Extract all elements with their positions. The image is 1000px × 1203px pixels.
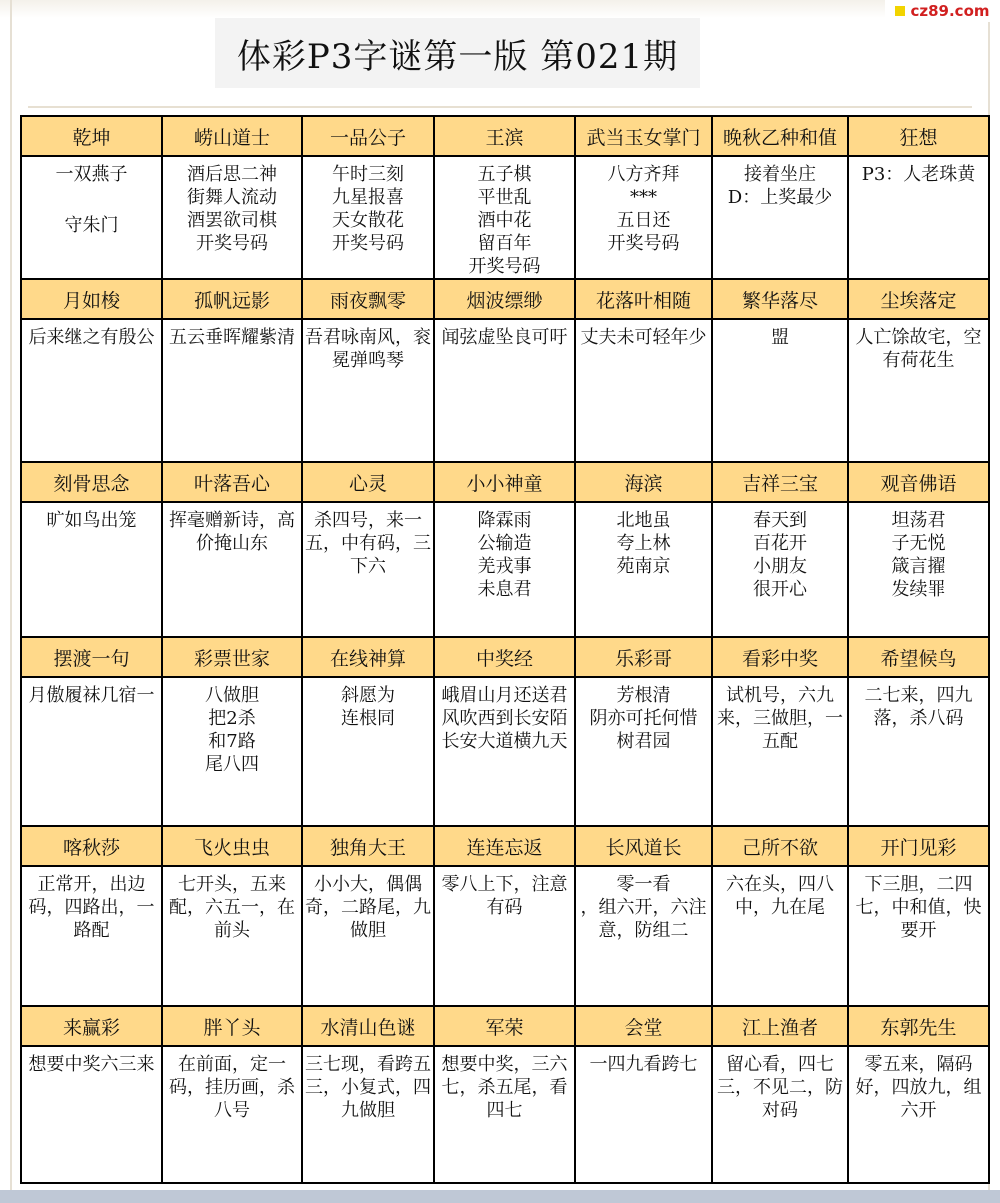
riddle-line: 九星报喜: [332, 187, 404, 208]
riddle-cell: [302, 677, 434, 826]
riddle-cell: [434, 156, 575, 279]
riddle-author-header: 飞火虫虫: [162, 826, 302, 866]
riddle-line: 北地虽: [616, 510, 671, 531]
riddle-author-header: 在线神算: [302, 637, 434, 677]
riddle-cell: [434, 677, 575, 826]
riddle-author-header: 崂山道士: [162, 116, 302, 156]
riddle-author-header: 水清山色谜: [302, 1006, 434, 1046]
riddle-line: 后来继之有殷公: [28, 327, 155, 348]
title-banner: [215, 18, 700, 88]
riddle-cell: [712, 677, 848, 826]
riddle-line: 六在头，四八中，九在尾: [726, 874, 834, 918]
riddle-line: 酒罢欲司棋: [187, 210, 277, 231]
header-row: [21, 116, 989, 156]
riddle-line: 尾八四: [205, 754, 259, 775]
site-watermark[interactable]: [885, 0, 1000, 22]
riddle-line: 五子棋: [477, 164, 532, 185]
riddle-cell: [302, 502, 434, 637]
riddle-line: 把2杀: [208, 708, 256, 729]
riddle-cell: [162, 866, 302, 1006]
riddle-author-header: 海滨: [575, 462, 712, 502]
riddle-line: 零一看: [616, 874, 671, 895]
riddle-line: 想要中奖六三来: [28, 1054, 155, 1075]
riddle-cell: [575, 156, 712, 279]
riddle-line: 树君园: [616, 731, 671, 752]
riddle-cell: [575, 319, 712, 462]
riddle-line: 夸上林: [616, 533, 671, 554]
riddle-line: 天女散花: [332, 210, 404, 231]
riddle-line: 小朋友: [753, 556, 807, 577]
riddle-author-header: 己所不欲: [712, 826, 848, 866]
riddle-line: 五日还: [616, 210, 671, 231]
riddle-line: 守朱门: [64, 215, 119, 236]
riddle-author-header: 喀秋莎: [21, 826, 162, 866]
riddle-line: 峨眉山月还送君: [441, 685, 568, 706]
riddle-line: 人亡馀故宅，空有荷花生: [855, 327, 982, 371]
riddle-cell: [712, 502, 848, 637]
riddle-cell: [21, 677, 162, 826]
riddle-author-header: 王滨: [434, 116, 575, 156]
riddle-author-header: 东郭先生: [848, 1006, 989, 1046]
header-row: [21, 1006, 989, 1046]
riddle-cell: [434, 502, 575, 637]
riddle-line: 接着坐庄: [744, 164, 816, 185]
content-row: [21, 156, 989, 279]
riddle-line: 降霖雨: [477, 510, 532, 531]
riddle-line: 风吹西到长安陌: [441, 708, 568, 729]
riddle-line: 很开心: [753, 579, 807, 600]
riddle-line: 八做胆: [205, 685, 259, 706]
riddle-table: [20, 115, 990, 1184]
riddle-line: 在前面，定一码，挂历画，杀八号: [169, 1054, 295, 1121]
riddle-line: 试机号，六九来，三做胆，一五配: [717, 685, 843, 752]
riddle-cell: [848, 156, 989, 279]
riddle-cell: [712, 866, 848, 1006]
riddle-line: 零五来，隔码好，四放九，组六开: [855, 1054, 982, 1121]
riddle-line: 小小大，偶偶奇，二路尾，九做胆: [305, 874, 431, 941]
riddle-author-header: 雨夜飘零: [302, 279, 434, 319]
riddle-line: P3：人老珠黄: [861, 164, 976, 185]
riddle-author-header: 心灵: [302, 462, 434, 502]
riddle-line: 五云垂晖耀紫清: [169, 327, 295, 348]
title-divider: [28, 106, 972, 108]
riddle-author-header: 开门见彩: [848, 826, 989, 866]
riddle-author-header: 小小神童: [434, 462, 575, 502]
riddle-author-header: 晚秋乙种和值: [712, 116, 848, 156]
riddle-cell: [21, 319, 162, 462]
riddle-author-header: 孤帆远影: [162, 279, 302, 319]
riddle-line: 零八上下，注意有码: [441, 874, 568, 918]
riddle-line: 丈夫未可轻年少: [580, 327, 707, 348]
riddle-cell: [575, 1046, 712, 1183]
riddle-cell: [848, 866, 989, 1006]
riddle-cell: [302, 866, 434, 1006]
header-row: [21, 826, 989, 866]
riddle-table-body: [21, 116, 989, 1183]
content-row: [21, 1046, 989, 1183]
riddle-author-header: 彩票世家: [162, 637, 302, 677]
riddle-line: 开奖号码: [332, 233, 404, 254]
riddle-author-header: 独角大王: [302, 826, 434, 866]
riddle-line: 和7路: [208, 731, 256, 752]
riddle-cell: [162, 319, 302, 462]
riddle-line: 八方齐拜: [607, 164, 680, 185]
riddle-author-header: 摆渡一句: [21, 637, 162, 677]
page-top-band: [0, 0, 1000, 18]
riddle-author-header: 乾坤: [21, 116, 162, 156]
header-row: [21, 462, 989, 502]
riddle-line: 吾君咏南风，衮冕弹鸣琴: [305, 327, 431, 371]
riddle-line: 芳根清: [616, 685, 671, 706]
riddle-author-header: 乐彩哥: [575, 637, 712, 677]
riddle-author-header: 吉祥三宝: [712, 462, 848, 502]
riddle-author-header: 繁华落尽: [712, 279, 848, 319]
riddle-line: 一双燕子: [55, 164, 128, 185]
riddle-author-header: 长风道长: [575, 826, 712, 866]
riddle-cell: [575, 677, 712, 826]
riddle-author-header: 花落叶相随: [575, 279, 712, 319]
riddle-line: 正常开，出边码，四路出，一路配: [28, 874, 155, 941]
page-bottom-band: [0, 1190, 1000, 1203]
riddle-line: 想要中奖，三六七，杀五尾，看四七: [441, 1054, 568, 1121]
riddle-line: 开奖号码: [468, 256, 541, 277]
riddle-line: 三七现，看跨五三，小复式，四九做胆: [305, 1054, 431, 1121]
riddle-cell: [162, 677, 302, 826]
riddle-author-header: 希望候鸟: [848, 637, 989, 677]
riddle-line: 阴亦可托何惜: [589, 708, 698, 729]
riddle-line: 开奖号码: [196, 233, 268, 254]
riddle-line: 盟: [771, 327, 789, 348]
riddle-line: 留心看，四七三，不见二，防对码: [717, 1054, 843, 1121]
riddle-author-header: 江上渔者: [712, 1006, 848, 1046]
riddle-author-header: 一品公子: [302, 116, 434, 156]
riddle-cell: [162, 1046, 302, 1183]
riddle-cell: [21, 502, 162, 637]
riddle-line: 留百年: [477, 233, 532, 254]
riddle-cell: [712, 319, 848, 462]
riddle-line: 平世乱: [477, 187, 532, 208]
riddle-cell: [302, 319, 434, 462]
riddle-cell: [848, 1046, 989, 1183]
content-row: [21, 319, 989, 462]
riddle-line: 七开头，五来配，六五一，在前头: [169, 874, 295, 941]
riddle-author-header: 连连忘返: [434, 826, 575, 866]
riddle-cell: [302, 1046, 434, 1183]
page-title: 体彩P3字谜第一版 第021期: [236, 36, 679, 77]
riddle-author-header: 胖丫头: [162, 1006, 302, 1046]
riddle-line: 酒后思二神: [187, 164, 277, 185]
riddle-author-header: 观音佛语: [848, 462, 989, 502]
riddle-author-header: 会堂: [575, 1006, 712, 1046]
riddle-line: 酒中花: [477, 210, 532, 231]
riddle-author-header: 看彩中奖: [712, 637, 848, 677]
riddle-line: 箴言擢: [891, 556, 946, 577]
riddle-line: 子无悦: [891, 533, 946, 554]
content-row: [21, 866, 989, 1006]
riddle-author-header: 来赢彩: [21, 1006, 162, 1046]
riddle-line: 百花开: [753, 533, 807, 554]
riddle-cell: [21, 866, 162, 1006]
riddle-line: 杀四号，来一五，中有码，三下六: [305, 510, 431, 577]
riddle-line: 二七来，四九落，杀八码: [864, 685, 973, 729]
riddle-line: 连根同: [341, 708, 395, 729]
riddle-cell: [712, 1046, 848, 1183]
riddle-line: 苑南京: [616, 556, 671, 577]
riddle-cell: [434, 1046, 575, 1183]
riddle-author-header: 军荣: [434, 1006, 575, 1046]
riddle-line: 长安大道横九天: [441, 731, 568, 752]
riddle-cell: [434, 319, 575, 462]
riddle-cell: [302, 156, 434, 279]
riddle-line: 斜愿为: [341, 685, 395, 706]
riddle-line: 闻弦虚坠良可吁: [441, 327, 568, 348]
riddle-author-header: 尘埃落定: [848, 279, 989, 319]
riddle-line: D：上奖最少: [727, 187, 833, 208]
content-row: [21, 502, 989, 637]
riddle-line: ***: [630, 187, 657, 208]
riddle-line: 未息君: [477, 579, 532, 600]
riddle-line: 下三胆，二四七，中和值，快要开: [855, 874, 982, 941]
riddle-author-header: 烟波缥缈: [434, 279, 575, 319]
riddle-cell: [848, 319, 989, 462]
riddle-line: 一四九看跨七: [589, 1054, 698, 1075]
riddle-line: 坦荡君: [891, 510, 946, 531]
riddle-cell: [575, 866, 712, 1006]
riddle-cell: [21, 1046, 162, 1183]
riddle-cell: [848, 677, 989, 826]
riddle-author-header: 狂想: [848, 116, 989, 156]
riddle-line: 公输造: [477, 533, 532, 554]
riddle-cell: [162, 156, 302, 279]
riddle-line: 挥毫赠新诗，高价掩山东: [169, 510, 295, 554]
riddle-line: ，组六开，六注意，防组二: [580, 897, 707, 941]
content-row: [21, 677, 989, 826]
riddle-line: 街舞人流动: [187, 187, 277, 208]
riddle-line: 开奖号码: [607, 233, 680, 254]
riddle-cell: [21, 156, 162, 279]
riddle-line: 旷如鸟出笼: [46, 510, 137, 531]
riddle-line: 春天到: [753, 510, 807, 531]
site-watermark-text: cz89.com: [910, 2, 990, 20]
riddle-cell: [575, 502, 712, 637]
page-left-border: [10, 0, 12, 1203]
header-row: [21, 637, 989, 677]
riddle-author-header: 月如梭: [21, 279, 162, 319]
riddle-cell: [848, 502, 989, 637]
riddle-line: 午时三刻: [332, 164, 404, 185]
header-row: [21, 279, 989, 319]
riddle-cell: [434, 866, 575, 1006]
riddle-author-header: 刻骨思念: [21, 462, 162, 502]
riddle-line: 羌戎事: [477, 556, 532, 577]
riddle-cell: [162, 502, 302, 637]
riddle-author-header: 武当玉女掌门: [575, 116, 712, 156]
riddle-line: 月傲履袜几宿一: [28, 685, 155, 706]
site-logo-icon: [895, 6, 905, 16]
line-gap: [22, 186, 161, 214]
riddle-line: 发续罪: [891, 579, 946, 600]
riddle-cell: [712, 156, 848, 279]
riddle-author-header: 中奖经: [434, 637, 575, 677]
riddle-author-header: 叶落吾心: [162, 462, 302, 502]
